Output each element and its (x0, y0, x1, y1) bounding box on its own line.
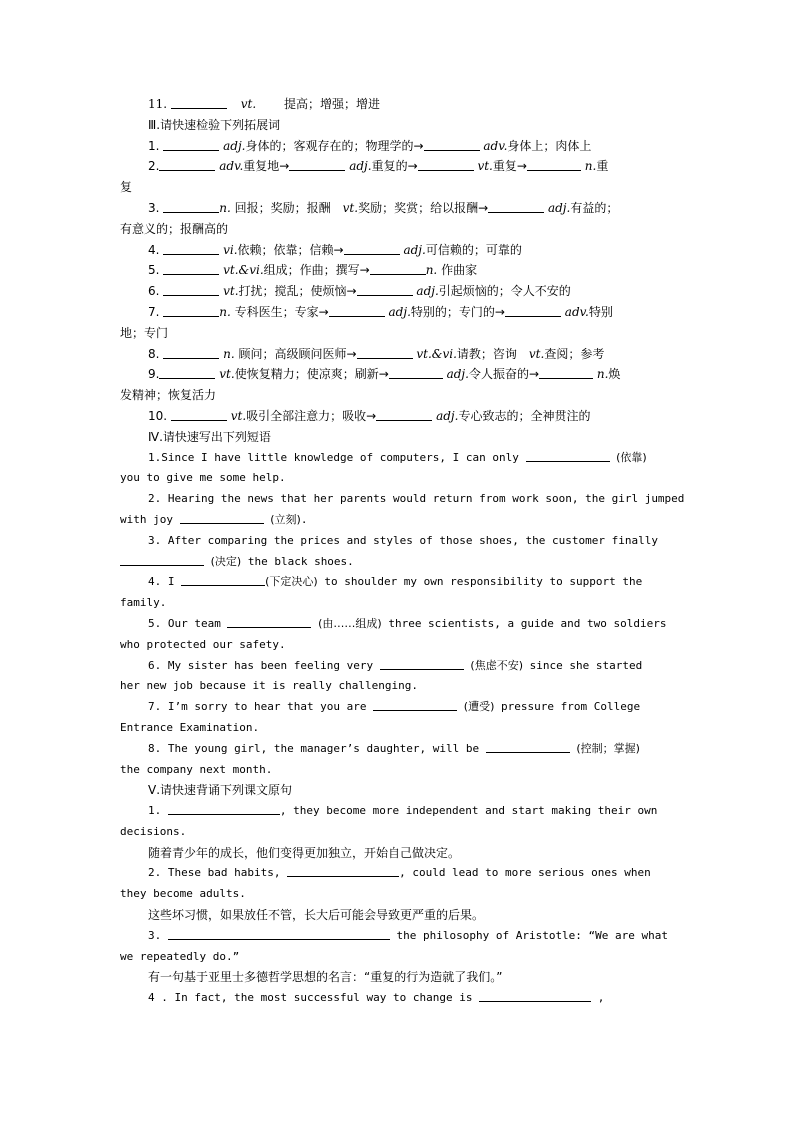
answer-blank[interactable] (527, 158, 581, 171)
answer-blank[interactable] (163, 346, 219, 359)
recite-item-1-translation: 随着青少年的成长，他们变得更加独立，开始自己做决定。 (148, 845, 461, 860)
answer-blank[interactable] (539, 366, 593, 379)
section-heading-3: Ⅲ.请快速检验下列拓展词 (148, 117, 281, 132)
answer-blank[interactable] (424, 138, 480, 151)
answer-blank[interactable] (380, 657, 464, 670)
answer-blank[interactable] (159, 158, 215, 171)
answer-blank[interactable] (181, 573, 265, 586)
answer-blank[interactable] (289, 158, 345, 171)
vocab-item-9: 9. vt.使恢复精力；使凉爽；刷新→ adj.令人振奋的→ n.焕 (148, 367, 621, 382)
phrase-item-6: 6. My sister has been feeling very (焦虑不安) since she started (148, 658, 643, 672)
answer-blank[interactable] (163, 138, 219, 151)
phrase-item-5-wrap: who protected our safety. (120, 637, 286, 651)
vocab-item-2: 2. adv.重复地→ adj.重复的→ vt.重复→ n.重 (148, 159, 609, 174)
vocab-item-4: 4. vi.依赖；依靠；信赖→ adj.可信赖的；可靠的 (148, 242, 522, 257)
phrase-item-8-wrap: the company next month. (120, 762, 273, 776)
phrase-item-1-wrap: you to give me some help. (120, 471, 286, 485)
phrase-item-4-wrap: family. (120, 596, 167, 610)
phrase-item-3: 3. After comparing the prices and styles of those shoes, the customer finally (148, 533, 658, 547)
vocab-item-10: 10. vt.吸引全部注意力；吸收→ adj.专心致志的；全神贯注的 (148, 408, 591, 423)
answer-blank[interactable] (389, 366, 443, 379)
recite-item-3-wrap: we repeatedly do.” (120, 949, 240, 963)
answer-blank[interactable] (168, 927, 390, 940)
answer-blank[interactable] (370, 262, 426, 275)
answer-blank[interactable] (376, 408, 432, 421)
vocab-item-8: 8. n. 顾问；高级顾问医师→ vt.&vi.请教；咨询 vt.查阅；参考 (148, 346, 605, 361)
vocab-item-2-wrap: 复 (120, 180, 133, 195)
phrase-item-2-wrap: with joy (立刻). (120, 512, 308, 526)
answer-blank[interactable] (227, 615, 311, 628)
answer-blank[interactable] (486, 740, 570, 753)
answer-blank[interactable] (418, 158, 474, 171)
answer-blank[interactable] (479, 989, 591, 1002)
recite-item-2-translation: 这些坏习惯，如果放任不管，长大后可能会导致更严重的后果。 (148, 908, 485, 923)
answer-blank[interactable] (120, 553, 204, 566)
recite-item-2-wrap: they become adults. (120, 887, 246, 901)
answer-blank[interactable] (329, 304, 385, 317)
vocab-item-7: 7. n. 专科医生；专家→ adj.特别的；专门的→ adv.特别 (148, 304, 613, 319)
phrase-item-5: 5. Our team (由……组成) three scientists, a guide and two soldiers (148, 616, 667, 630)
phrase-item-4: 4. I (下定决心) to shoulder my own responsibility to support the (148, 575, 643, 589)
vocab-item-9-wrap: 发精神；恢复活力 (120, 388, 217, 403)
vocab-item-5: 5. vt.&vi.组成；作曲；撰写→ n. 作曲家 (148, 263, 478, 278)
recite-item-3-translation: 有一句基于亚里士多德哲学思想的名言：“重复的行为造就了我们。” (148, 970, 503, 985)
answer-blank[interactable] (163, 242, 219, 255)
answer-blank[interactable] (171, 408, 227, 421)
answer-blank[interactable] (526, 449, 610, 462)
vocab-item-11: 11. vt. 提高；增强；增进 (148, 97, 381, 111)
vocab-item-6: 6. vt.打扰；搅乱；使烦恼→ adj.引起烦恼的；令人不安的 (148, 284, 571, 299)
answer-blank[interactable] (488, 200, 544, 213)
recite-item-4: 4 . In fact, the most successful way to change is , (148, 991, 605, 1005)
answer-blank[interactable] (163, 304, 219, 317)
answer-blank[interactable] (373, 698, 457, 711)
answer-blank[interactable] (163, 200, 219, 213)
recite-item-2: 2. These bad habits, , could lead to more serious ones when (148, 866, 651, 880)
answer-blank[interactable] (357, 346, 413, 359)
answer-blank[interactable] (159, 366, 215, 379)
answer-blank[interactable] (505, 304, 561, 317)
phrase-item-1: 1.Since I have little knowledge of computers, I can only (依靠) (148, 450, 647, 464)
answer-blank[interactable] (171, 96, 227, 109)
answer-blank[interactable] (344, 242, 400, 255)
worksheet-page (120, 94, 685, 1009)
vocab-item-3-wrap: 有意义的；报酬高的 (120, 221, 229, 236)
answer-blank[interactable] (287, 864, 399, 877)
section-heading-4: Ⅳ.请快速写出下列短语 (148, 429, 271, 444)
recite-item-1: 1. , they become more independent and start making their own (148, 804, 658, 818)
phrase-item-3-wrap: (决定) the black shoes. (120, 552, 676, 573)
vocab-item-1: 1. adj.身体的；客观存在的；物理学的→ adv.身体上；肉体上 (148, 138, 592, 153)
vocab-item-7-wrap: 地；专门 (120, 325, 169, 340)
vocab-item-3: 3. n. 回报；奖励；报酬 vt.奖励；奖赏；给以报酬→ adj.有益的； (148, 200, 619, 215)
phrase-item-2: 2. Hearing the news that her parents would return from work soon, the girl jumped (148, 492, 685, 506)
phrase-item-7-wrap: Entrance Examination. (120, 720, 260, 734)
phrase-item-6-wrap: her new job because it is really challenging. (120, 679, 419, 693)
answer-blank[interactable] (357, 283, 413, 296)
answer-blank[interactable] (163, 262, 219, 275)
recite-item-3: 3. the philosophy of Aristotle: “We are what (148, 928, 669, 942)
phrase-item-8: 8. The young girl, the manager’s daughter, will be (控制；掌握) (148, 741, 640, 755)
recite-item-1-wrap: decisions. (120, 824, 187, 838)
answer-blank[interactable] (180, 511, 264, 524)
section-heading-5: Ⅴ.请快速背诵下列课文原句 (148, 783, 293, 798)
answer-blank[interactable] (168, 802, 280, 815)
answer-blank[interactable] (163, 283, 219, 296)
phrase-item-7: 7. I’m sorry to hear that you are (遭受) pressure from College (148, 700, 641, 714)
